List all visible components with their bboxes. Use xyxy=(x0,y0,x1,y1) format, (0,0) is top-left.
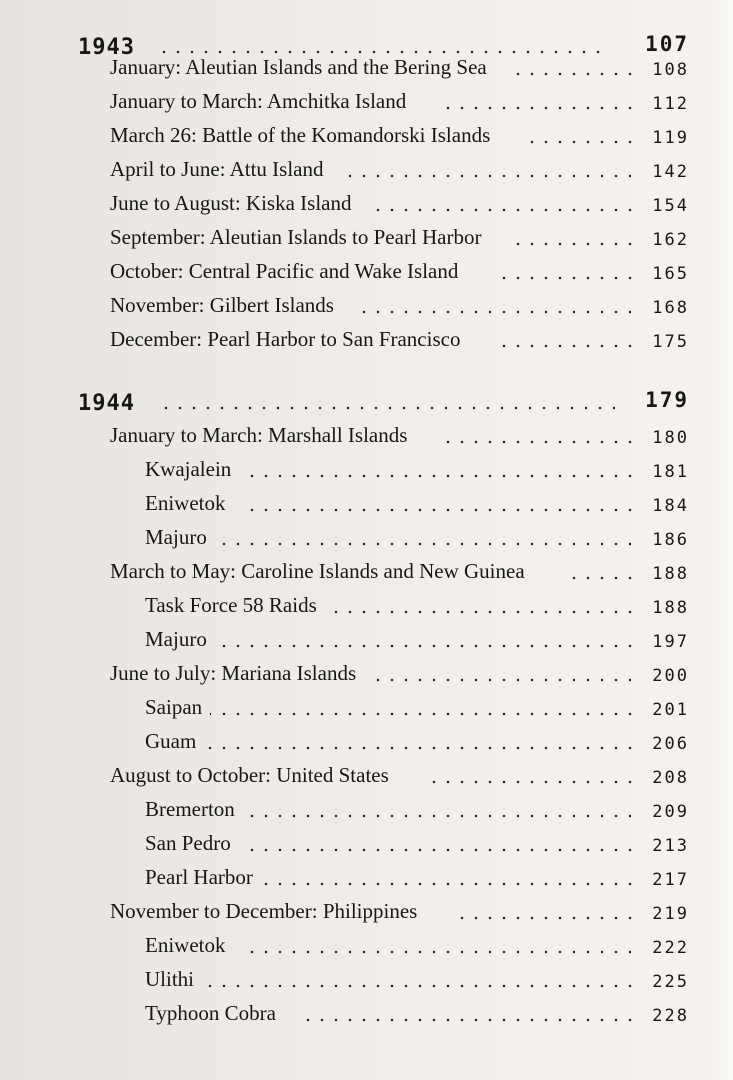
entry-title: Saipan xyxy=(145,695,203,719)
dot-leader xyxy=(370,208,637,212)
dot-leader xyxy=(240,950,637,954)
toc-entry xyxy=(0,894,733,926)
dot-leader xyxy=(422,780,637,784)
page-number: 213 xyxy=(652,836,689,856)
year-heading: 1943 xyxy=(78,35,135,60)
page-number: 179 xyxy=(645,388,689,412)
dot-leader xyxy=(512,72,637,76)
toc-entry xyxy=(0,152,733,184)
dot-leader xyxy=(244,474,637,478)
page-number: 217 xyxy=(652,870,689,890)
page-number: 188 xyxy=(652,564,689,584)
entry-title: Bremerton xyxy=(145,797,235,821)
toc-subentry xyxy=(0,928,733,960)
page-number: 219 xyxy=(652,904,689,924)
entry-title: January to March: Marshall Islands xyxy=(110,423,408,447)
toc-subentry xyxy=(0,792,733,824)
toc-subentry xyxy=(0,962,733,994)
toc-entry xyxy=(0,322,733,354)
page-number: 119 xyxy=(652,128,689,148)
dot-leader xyxy=(216,644,637,648)
page-number: 184 xyxy=(652,496,689,516)
page-number: 108 xyxy=(652,60,689,80)
entry-title: Task Force 58 Raids xyxy=(145,593,317,617)
toc-entry xyxy=(0,220,733,252)
entry-title: August to October: United States xyxy=(110,763,389,787)
dot-leader xyxy=(240,508,637,512)
page-number: 209 xyxy=(652,802,689,822)
page-number: 206 xyxy=(652,734,689,754)
page-number: 154 xyxy=(652,196,689,216)
entry-title: San Pedro xyxy=(145,831,231,855)
dot-leader xyxy=(436,106,637,110)
page-number: 107 xyxy=(645,32,689,56)
entry-title: April to June: Attu Island xyxy=(110,157,324,181)
entry-title: November to December: Philippines xyxy=(110,899,418,923)
entry-title: Majuro xyxy=(145,627,207,651)
dot-leader xyxy=(348,174,637,178)
entry-title: Eniwetok xyxy=(145,933,226,957)
toc-entry xyxy=(0,418,733,450)
toc-year-1944 xyxy=(0,384,733,416)
toc-subentry xyxy=(0,996,733,1028)
page-number: 162 xyxy=(652,230,689,250)
page-number: 181 xyxy=(652,462,689,482)
toc-subentry xyxy=(0,520,733,552)
dot-leader xyxy=(562,576,637,580)
toc-subentry xyxy=(0,588,733,620)
entry-title: March to May: Caroline Islands and New Guinea xyxy=(110,559,525,583)
page-number: 188 xyxy=(652,598,689,618)
entry-title: Typhoon Cobra xyxy=(145,1001,276,1025)
dot-leader xyxy=(520,140,637,144)
dot-leader xyxy=(216,542,637,546)
dot-leader xyxy=(492,276,637,280)
dot-leader xyxy=(436,440,637,444)
dot-leader xyxy=(240,848,637,852)
dot-leader xyxy=(208,984,637,988)
entry-title: Kwajalein xyxy=(145,457,232,481)
toc-subentry xyxy=(0,622,733,654)
entry-title: December: Pearl Harbor to San Francisco xyxy=(110,327,461,351)
dot-leader xyxy=(158,406,621,410)
entry-title: March 26: Battle of the Komandorski Islands xyxy=(110,123,491,147)
toc-subentry xyxy=(0,690,733,722)
dot-leader xyxy=(492,344,637,348)
toc-subentry xyxy=(0,860,733,892)
toc-entry xyxy=(0,554,733,586)
entry-title: Guam xyxy=(145,729,197,753)
year-heading: 1944 xyxy=(78,391,135,416)
entry-title: June to July: Mariana Islands xyxy=(110,661,357,685)
entry-title: January to March: Amchitka Island xyxy=(110,89,407,113)
toc-entry xyxy=(0,288,733,320)
entry-title: January: Aleutian Islands and the Bering Sea xyxy=(110,55,487,79)
toc-subentry xyxy=(0,452,733,484)
toc-entry xyxy=(0,84,733,116)
page-number: 186 xyxy=(652,530,689,550)
toc-subentry xyxy=(0,724,733,756)
page-number: 222 xyxy=(652,938,689,958)
dot-leader xyxy=(514,242,637,246)
dot-leader xyxy=(210,712,637,716)
toc-entry xyxy=(0,50,733,82)
dot-leader xyxy=(262,882,637,886)
dot-leader xyxy=(302,1018,637,1022)
dot-leader xyxy=(356,310,637,314)
page-number: 201 xyxy=(652,700,689,720)
page-number: 208 xyxy=(652,768,689,788)
page-number: 165 xyxy=(652,264,689,284)
entry-title: Majuro xyxy=(145,525,207,549)
page-number: 168 xyxy=(652,298,689,318)
dot-leader xyxy=(456,916,637,920)
entry-title: Ulithi xyxy=(145,967,195,991)
page-number: 200 xyxy=(652,666,689,686)
toc-entry xyxy=(0,118,733,150)
page-number: 142 xyxy=(652,162,689,182)
entry-title: October: Central Pacific and Wake Island xyxy=(110,259,459,283)
page-number: 197 xyxy=(652,632,689,652)
page-edge-shading xyxy=(705,0,733,1080)
page-number: 180 xyxy=(652,428,689,448)
entry-title: Pearl Harbor xyxy=(145,865,253,889)
dot-leader xyxy=(244,814,637,818)
toc-entry xyxy=(0,758,733,790)
page-number: 112 xyxy=(652,94,689,114)
page-number: 225 xyxy=(652,972,689,992)
toc-subentry xyxy=(0,486,733,518)
entry-title: June to August: Kiska Island xyxy=(110,191,352,215)
toc-entry xyxy=(0,254,733,286)
entry-title: Eniwetok xyxy=(145,491,226,515)
toc-entry xyxy=(0,186,733,218)
toc-subentry xyxy=(0,826,733,858)
page-number: 175 xyxy=(652,332,689,352)
entry-title: November: Gilbert Islands xyxy=(110,293,334,317)
entry-title: September: Aleutian Islands to Pearl Harbor xyxy=(110,225,482,249)
toc-entry xyxy=(0,656,733,688)
dot-leader xyxy=(372,678,637,682)
dot-leader xyxy=(334,610,637,614)
dot-leader xyxy=(208,746,637,750)
page-number: 228 xyxy=(652,1006,689,1026)
